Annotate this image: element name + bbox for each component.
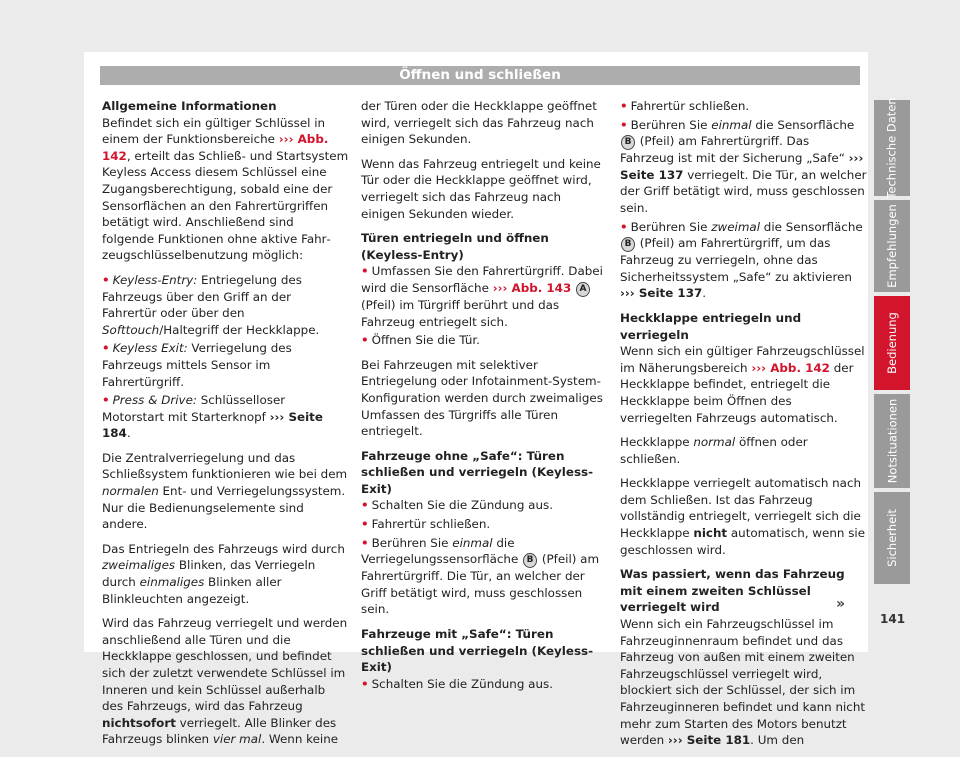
heading-with-safe: Fahrzeuge mit „Safe“: Türen schließen und verriegeln (Keyless-Exit) [361,627,594,675]
list-item: • Keyless-Entry: Entriegelung des Fahrzeugs über den Griff an der Fahrertür oder über den Softtouch/Haltegriff der Heckklappe. [102,272,320,337]
tab-technische-daten[interactable]: Technische Daten [874,100,910,196]
paragraph: der Türen oder die Heckklappe geöffnet wird, verriegelt sich das Fahrzeug nach einigen Sekunden. [361,99,597,147]
list-item: • Schalten Sie die Zündung aus. [361,676,553,691]
list-item: • Berühren Sie einmal die Sensorfläche B (Pfeil) am Fahrertürgriff. Das Fahrzeug ist mit der Sicherung „Safe“ ››› Seite 137 verriegelt. Die Tür, an welcher der Griff betätigt wird, muss geschlossen sein. [620,117,867,215]
list-item: • Press & Drive: Schlüsselloser Motorstart mit Starterknopf ››› Seite 184. [102,393,323,441]
column-1 [102,98,349,756]
figure-link[interactable]: ››› Abb. 143 [492,280,572,295]
figure-link[interactable]: ››› Abb. 142 [102,132,329,163]
paragraph: Wird das Fahrzeug verriegelt und werden anschließend alle Türen und die Heckklappe geschlossen, und befindet sich der zuletzt verwendete Schlüssel im Inneren und kein Schlüssel außerhalb des Fahrzeugs, wird das Fahrzeug nichtsofort verriegelt. Alle Blinker des Fahrzeugs blinken vier mal. Wenn keine [102,616,348,747]
paragraph: Bei Fahrzeugen mit selektiver Entriegelung oder Infotainment-System-Konfiguration werden durch zweimaliges Umfassen des Türgriffs alle Türen entriegelt. [361,357,603,439]
paragraph: Befindet sich ein gültiger Schlüssel in einem der Funktionsbereiche ››› Abb. 142, erteilt das Schließ- und Startsystem Keyless Access diesem Schlüssel eine Zugangsberechtigung, sobald eine der Sensorflächen an den Fahrertürgriffen betätigt wird. Anschließend sind folgende Funktionen ohne aktive Fahrzeugschlüsselbenutzung möglich: [102,115,349,263]
tab-empfehlungen[interactable]: Empfehlungen [874,200,910,292]
paragraph: Heckklappe normal öffnen oder schließen. [620,435,808,466]
continue-arrow: » [836,596,846,612]
list-item: • Berühren Sie zweimal die Sensorfläche B (Pfeil) am Fahrertürgriff, um das Fahrzeug zu verriegeln, ohne das Sicherheitssystem „Safe“ zu aktivieren ››› Seite 137. [620,219,863,301]
paragraph: Wenn das Fahrzeug entriegelt und keine Tür oder die Heckklappe geöffnet wird, verriegelt sich das Fahrzeug nach einigen Sekunden wieder. [361,156,601,221]
page-link[interactable]: ››› Seite 184 [102,409,323,441]
list-item: • Keyless Exit: Verriegelung des Fahrzeugs mittels Sensor im Fahrertürgriff. [102,341,292,389]
page-link[interactable]: ››› Seite 181 [667,733,751,748]
paragraph: Die Zentralverriegelung und das Schließsystem funktionieren wie bei dem normalen Ent- und Verriegelungssystem. Nur die Bedienungselemente sind andere. [102,450,348,532]
tab-bedienung[interactable]: Bedienung [874,296,910,390]
paragraph: Heckklappe verriegelt automatisch nach dem Schließen. Ist das Fahrzeug vollständig entriegelt, verriegelt sich die Heckklappe nicht automatisch, wenn sie geschlossen wird. [620,476,866,557]
paragraph: Das Entriegeln des Fahrzeugs wird durch zweimaliges Blinken, das Verriegeln durch einmaliges Blinken aller Blinkleuchten angezeigt. [102,541,345,606]
list-item: • Berühren Sie einmal die Verriegelungssensorfläche B (Pfeil) am Fahrertürgriff. Die Tür, an welcher der Griff betätigt wird, muss geschlossen sein. [361,535,600,617]
label-b-badge: B [621,135,635,150]
list-item: • Umfassen Sie den Fahrertürgriff. Dabei wird die Sensorfläche ››› Abb. 143 A (Pfeil) im Türgriff berührt und das Fahrzeug entriegelt sich. [361,264,603,329]
paragraph: Wenn sich ein gültiger Fahrzeugschlüssel im Näherungsbereich ››› Abb. 142 der Heckklappe befindet, entriegelt die Heckklappe beim Öffnen des verriegelten Fahrzeugs automatisch. [620,344,865,425]
paragraph: Wenn sich ein Fahrzeugschlüssel im Fahrzeuginnenraum befindet und das Fahrzeug von außen mit einem zweiten Fahrzeugschlüssel verriegelt wird, blockiert sich der Schlüssel, der sich im Fahrzeuginneren befindet und kann nicht mehr zum Starten des Motors benutzt werden ››› Seite 181. Um den [620,617,866,748]
column-2 [361,98,608,700]
label-b-badge: B [523,553,537,568]
label-a-badge: A [576,282,590,297]
tab-notsituationen[interactable]: Notsituationen [874,394,910,488]
list-item: • Fahrertür schließen. [620,99,750,113]
heading-general-info: Allgemeine Informationen [102,99,277,113]
heading-second-key: Was passiert, wenn das Fahrzeug mit einem zweiten Schlüssel verriegelt wird [620,567,845,615]
label-b-badge: B [621,237,635,252]
heading-tailgate: Heckklappe entriegeln und verriegeln [620,310,802,342]
page-title: Öffnen und schließen [100,66,860,85]
heading-without-safe: Fahrzeuge ohne „Safe“: Türen schließen und verriegeln (Keyless-Exit) [361,448,594,496]
heading-keyless-entry: Türen entriegeln und öffnen (Keyless-Entry) [361,231,549,262]
page-link[interactable]: ››› Seite 137 [620,286,703,301]
figure-link[interactable]: ››› Abb. 142 [751,360,830,375]
list-item: • Schalten Sie die Zündung aus. [361,498,553,513]
tab-sicherheit[interactable]: Sicherheit [874,492,910,584]
list-item: • Fahrertür schließen. [361,517,491,532]
column-3 [620,98,867,757]
page-link[interactable]: ››› Seite 137 [620,151,864,182]
page-number: 141 [880,612,906,626]
list-item: • Öffnen Sie die Tür. [361,333,480,348]
